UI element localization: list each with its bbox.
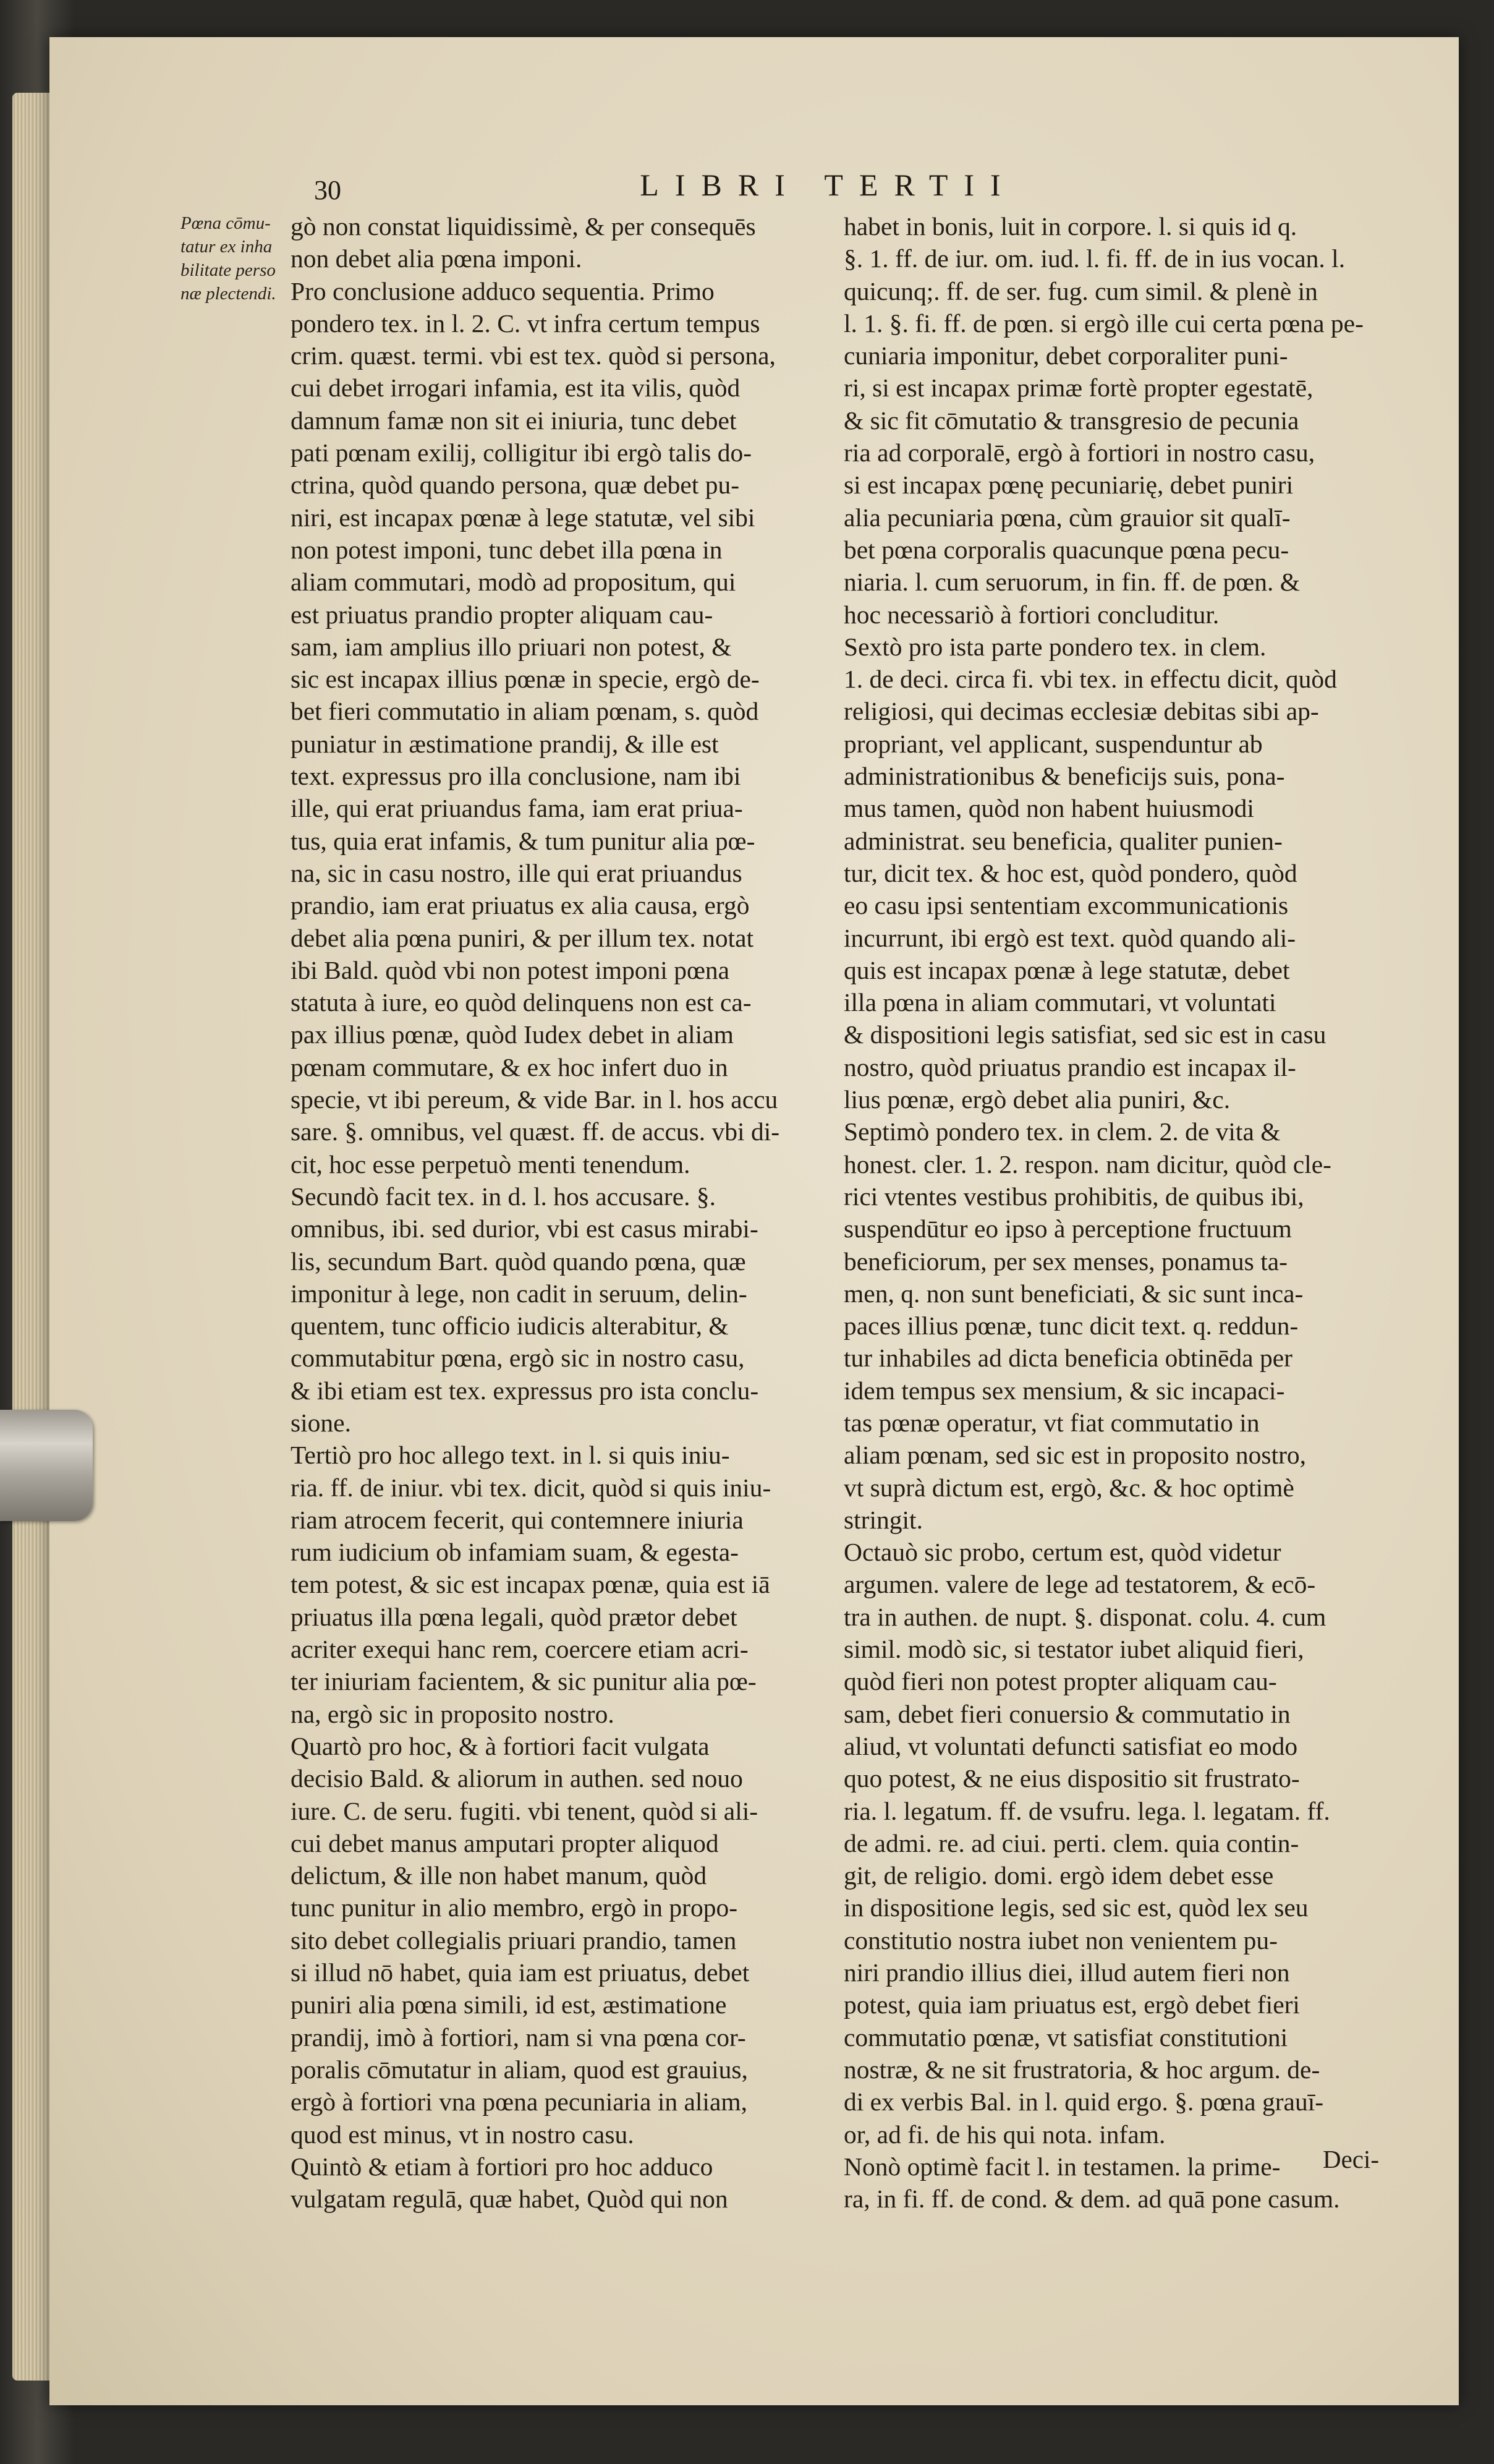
text-line: est priuatus prandio propter aliquam cau- — [291, 600, 713, 629]
text-line: ille, qui erat priuandus fama, iam erat priua- — [291, 794, 743, 823]
text-line: men, q. non sunt beneficiati, & sic sunt inca- — [844, 1279, 1304, 1308]
text-line: vt suprà dictum est, ergò, &c. & hoc optimè — [844, 1473, 1294, 1502]
text-line: religiosi, qui decimas ecclesiæ debitas sibi ap- — [844, 697, 1319, 726]
text-line: prandio, iam erat priuatus ex alia causa, ergò — [291, 891, 750, 920]
text-line: prandij, imò à fortiori, nam si vna pœna cor- — [291, 2023, 746, 2052]
text-line: hoc necessariò à fortiori concluditur. — [844, 600, 1220, 629]
text-line: tur, dicit tex. & hoc est, quòd pondero, quòd — [844, 858, 1297, 887]
text-line: tem potest, & sic est incapax pœnæ, quia est iā — [291, 1570, 770, 1599]
text-line: commutabitur pœna, ergò sic in nostro casu, — [291, 1344, 745, 1373]
margin-note-line: bilitate perso — [180, 260, 276, 280]
text-line: quentem, tunc officio iudicis alterabitur, & — [291, 1311, 729, 1341]
text-line: tus, quia erat infamis, & tum punitur alia pœ- — [291, 826, 755, 855]
text-line: tas pœnæ operatur, vt fiat commutatio in — [844, 1408, 1260, 1437]
text-line: sito debet collegialis priuari prandio, tamen — [291, 1925, 737, 1955]
text-line: l. 1. §. fi. ff. de pœn. si ergò ille cui certa pœna pe- — [844, 309, 1364, 338]
text-line: Secundò facit tex. in d. l. hos accusare. §. — [291, 1182, 716, 1211]
text-line: honest. cler. 1. 2. respon. nam dicitur, quòd cle- — [844, 1149, 1331, 1179]
text-line: pœnam commutare, & ex hoc infert duo in — [291, 1052, 728, 1081]
text-line: non debet alia pœna imponi. — [291, 244, 582, 273]
text-line: nostræ, & ne sit frustratoria, & hoc argum. de- — [844, 2055, 1320, 2084]
text-line: nostro, quòd priuatus prandio est incapax il- — [844, 1052, 1296, 1081]
text-line: pondero tex. in l. 2. C. vt infra certum tempus — [291, 309, 760, 338]
text-line: potest, quia iam priuatus est, ergò debet fieri — [844, 1990, 1300, 2019]
text-line: Quintò & etiam à fortiori pro hoc adduco — [291, 2152, 713, 2181]
text-line: rici vtentes vestibus prohibitis, de quibus ibi, — [844, 1182, 1304, 1211]
text-line: sare. §. omnibus, vel quæst. ff. de accus. vbi di- — [291, 1117, 780, 1146]
text-line: quod est minus, vt in nostro casu. — [291, 2120, 634, 2149]
text-line: specie, vt ibi pereum, & vide Bar. in l. hos accu — [291, 1085, 778, 1114]
text-line: mus tamen, quòd non habent huiusmodi — [844, 794, 1254, 823]
text-line: §. 1. ff. de iur. om. iud. l. fi. ff. de in ius vocan. l. — [844, 244, 1346, 273]
text-line: bet pœna corporalis quacunque pœna pecu- — [844, 535, 1289, 564]
text-line: ctrina, quòd quando persona, quæ debet pu- — [291, 471, 740, 500]
text-line: sam, debet fieri conuersio & commutatio in — [844, 1699, 1291, 1728]
text-line: pati pœnam exilij, colligitur ibi ergò talis do- — [291, 438, 752, 467]
text-line: aliam commutari, modò ad propositum, qui — [291, 568, 736, 597]
margin-note-line: tatur ex inha — [180, 237, 273, 257]
text-line: de admi. re. ad ciui. perti. clem. quia contin- — [844, 1828, 1299, 1857]
margin-note — [180, 211, 292, 305]
text-line: tunc punitur in alio membro, ergò in propo- — [291, 1893, 738, 1922]
text-line: ergò à fortiori vna pœna pecuniaria in aliam, — [291, 2087, 748, 2117]
catchword: Deci- — [1323, 2145, 1380, 2173]
text-line: commutatio pœnæ, vt satisfiat constitutioni — [844, 2023, 1288, 2052]
text-line: quòd fieri non potest propter aliquam cau- — [844, 1667, 1277, 1696]
text-line: beneficiorum, per sex menses, ponamus ta- — [844, 1247, 1288, 1276]
text-line: Tertiò pro hoc allego text. in l. si quis iniu- — [291, 1441, 730, 1470]
text-line: lius pœnæ, ergò debet alia puniri, &c. — [844, 1085, 1231, 1114]
text-line: debet alia pœna puniri, & per illum tex. notat — [291, 923, 754, 952]
right-text-column — [844, 210, 1372, 2215]
text-line: alia pecuniaria pœna, cùm grauior sit qualī- — [844, 503, 1291, 532]
text-line: idem tempus sex mensium, & sic incapaci- — [844, 1376, 1285, 1405]
text-line: illa pœna in aliam commutari, vt voluntati — [844, 988, 1276, 1017]
text-line: quicunq;. ff. de ser. fug. cum simil. & plenè in — [844, 276, 1318, 305]
text-line: Septimò pondero tex. in clem. 2. de vita & — [844, 1117, 1281, 1146]
text-line: di ex verbis Bal. in l. quid ergo. §. pœna grauī- — [844, 2087, 1324, 2117]
text-line: incurrunt, ibi ergò est text. quòd quando ali- — [844, 923, 1296, 952]
margin-note-line: næ plectendi. — [180, 284, 276, 304]
text-line: Quartò pro hoc, & à fortiori facit vulgata — [291, 1731, 710, 1760]
text-line: ria. l. legatum. ff. de vsufru. lega. l. legatam. ff. — [844, 1796, 1330, 1825]
text-line: & dispositioni legis satisfiat, sed sic est in casu — [844, 1020, 1326, 1049]
text-line: tur inhabiles ad dicta beneficia obtinēda per — [844, 1344, 1292, 1373]
text-line: cui debet irrogari infamia, est ita vilis, quòd — [291, 373, 741, 403]
text-line: si est incapax pœnę pecuniarię, debet puniri — [844, 471, 1294, 500]
text-line: damnum famæ non sit ei iniuria, tunc debet — [291, 406, 737, 435]
text-line: crim. quæst. termi. vbi est tex. quòd si persona, — [291, 341, 776, 370]
text-line: niri prandio illius diei, illud autem fieri non — [844, 1958, 1290, 1987]
text-line: quis est incapax pœnæ à lege statutæ, debet — [844, 955, 1290, 984]
text-line: eo casu ipsi sententiam excommunicationis — [844, 891, 1289, 920]
text-line: riam atrocem fecerit, qui contemnere iniuria — [291, 1505, 744, 1534]
text-line: pax illius pœnæ, quòd Iudex debet in aliam — [291, 1020, 734, 1049]
text-line: poralis cōmutatur in aliam, quod est grauius, — [291, 2055, 748, 2084]
text-line: administrat. seu beneficia, qualiter punien- — [844, 826, 1283, 855]
text-line: ter iniuriam facientem, & sic punitur alia pœ- — [291, 1667, 757, 1696]
text-line: administrationibus & beneficijs suis, pona- — [844, 762, 1285, 791]
text-line: paces illius pœnæ, tunc dicit text. q. reddun- — [844, 1311, 1299, 1341]
text-line: 1. de deci. circa fi. vbi tex. in effectu dicit, quòd — [844, 665, 1337, 694]
text-line: quo potest, & ne eius dispositio sit frustrato- — [844, 1764, 1300, 1793]
text-line: habet in bonis, luit in corpore. l. si quis id q. — [844, 212, 1297, 241]
text-line: rum iudicium ob infamiam suam, & egesta- — [291, 1538, 739, 1567]
text-line: constitutio nostra iubet non venientem pu- — [844, 1925, 1278, 1955]
text-line: cuniaria imponitur, debet corporaliter puni- — [844, 341, 1288, 370]
text-line: ibi Bald. quòd vbi non potest imponi pœna — [291, 955, 730, 984]
text-line: cit, hoc esse perpetuò menti tenendum. — [291, 1149, 690, 1179]
text-line: suspendūtur eo ipso à perceptione fructuum — [844, 1214, 1292, 1243]
text-line: Sextò pro ista parte pondero tex. in clem. — [844, 632, 1267, 661]
text-line: simil. modò sic, si testator iubet aliquid fieri, — [844, 1635, 1304, 1664]
text-line: puniatur in æstimatione prandij, & ille est — [291, 729, 719, 758]
text-line: acriter exequi hanc rem, coercere etiam acri- — [291, 1635, 749, 1664]
text-line: na, ergò sic in proposito nostro. — [291, 1699, 614, 1728]
text-line: non potest imponi, tunc debet illa pœna in — [291, 535, 723, 564]
left-text-column — [291, 210, 810, 2215]
running-head: LIBRI TERTII — [640, 168, 1017, 202]
margin-note-line: Pœna cōmu- — [180, 213, 271, 233]
text-line: puniri alia pœna simili, id est, æstimatione — [291, 1990, 727, 2019]
text-line: stringit. — [844, 1505, 923, 1534]
text-line: gò non constat liquidissimè, & per consequēs — [291, 212, 756, 241]
text-line: ria. ff. de iniur. vbi tex. dicit, quòd si quis iniu- — [291, 1473, 771, 1502]
text-line: & sic fit cōmutatio & transgresio de pecunia — [844, 406, 1299, 435]
text-line: tra in authen. de nupt. §. disponat. colu. 4. cum — [844, 1602, 1326, 1631]
text-line: Octauò sic probo, certum est, quòd videtur — [844, 1538, 1281, 1567]
text-line: omnibus, ibi. sed durior, vbi est casus mirabi- — [291, 1214, 758, 1243]
text-line: sione. — [291, 1408, 351, 1437]
text-line: si illud nō habet, quia iam est priuatus, debet — [291, 1958, 750, 1987]
text-line: bet fieri commutatio in aliam pœnam, s. quòd — [291, 697, 759, 726]
text-line: niri, est incapax pœnæ à lege statutæ, vel sibi — [291, 503, 755, 532]
text-line: delictum, & ille non habet manum, quòd — [291, 1861, 707, 1890]
text-line: text. expressus pro illa conclusione, nam ibi — [291, 762, 741, 791]
text-line: aliam pœnam, sed sic est in proposito nostro, — [844, 1441, 1307, 1470]
text-line: git, de religio. domi. ergò idem debet esse — [844, 1861, 1274, 1890]
text-line: vulgatam regulā, quæ habet, Quòd qui non — [291, 2185, 728, 2214]
text-line: imponitur à lege, non cadit in seruum, delin- — [291, 1279, 747, 1308]
text-line: niaria. l. cum seruorum, in fin. ff. de pœn. & — [844, 568, 1301, 597]
text-line: propriant, vel applicant, suspenduntur ab — [844, 729, 1263, 758]
text-line: & ibi etiam est tex. expressus pro ista conclu- — [291, 1376, 759, 1405]
text-line: aliud, vt voluntati defuncti satisfiat eo modo — [844, 1731, 1298, 1760]
text-line: na, sic in casu nostro, ille qui erat priuandus — [291, 858, 742, 887]
text-line: lis, secundum Bart. quòd quando pœna, quæ — [291, 1247, 746, 1276]
text-line: priuatus illa pœna legali, quòd prætor debet — [291, 1602, 737, 1631]
text-line: ria ad corporalē, ergò à fortiori in nostro casu, — [844, 438, 1315, 467]
text-line: in dispositione legis, sed sic est, quòd lex seu — [844, 1893, 1309, 1922]
text-line: statuta à iure, eo quòd delinquens non est ca- — [291, 988, 752, 1017]
text-line: decisio Bald. & aliorum in authen. sed nouo — [291, 1764, 743, 1793]
text-line: sam, iam amplius illo priuari non potest, & — [291, 632, 732, 661]
text-line: cui debet manus amputari propter aliquod — [291, 1828, 719, 1857]
text-line: Nonò optimè facit l. in testamen. la prime- — [844, 2152, 1281, 2181]
text-line: ra, in fi. ff. de cond. & dem. ad quā pone casum. — [844, 2185, 1340, 2214]
text-line: sic est incapax illius pœnæ in specie, ergò de- — [291, 665, 760, 694]
text-line: iure. C. de seru. fugiti. vbi tenent, quòd si ali- — [291, 1796, 758, 1825]
metal-clip — [0, 1410, 93, 1521]
text-line: Pro conclusione adduco sequentia. Primo — [291, 276, 715, 305]
text-line: or, ad fi. de his qui nota. infam. — [844, 2120, 1166, 2149]
text-line: argumen. valere de lege ad testatorem, & ecō- — [844, 1570, 1316, 1599]
text-line: ri, si est incapax primæ fortè propter egestatē, — [844, 373, 1314, 403]
folio-number: 30 — [314, 175, 341, 205]
